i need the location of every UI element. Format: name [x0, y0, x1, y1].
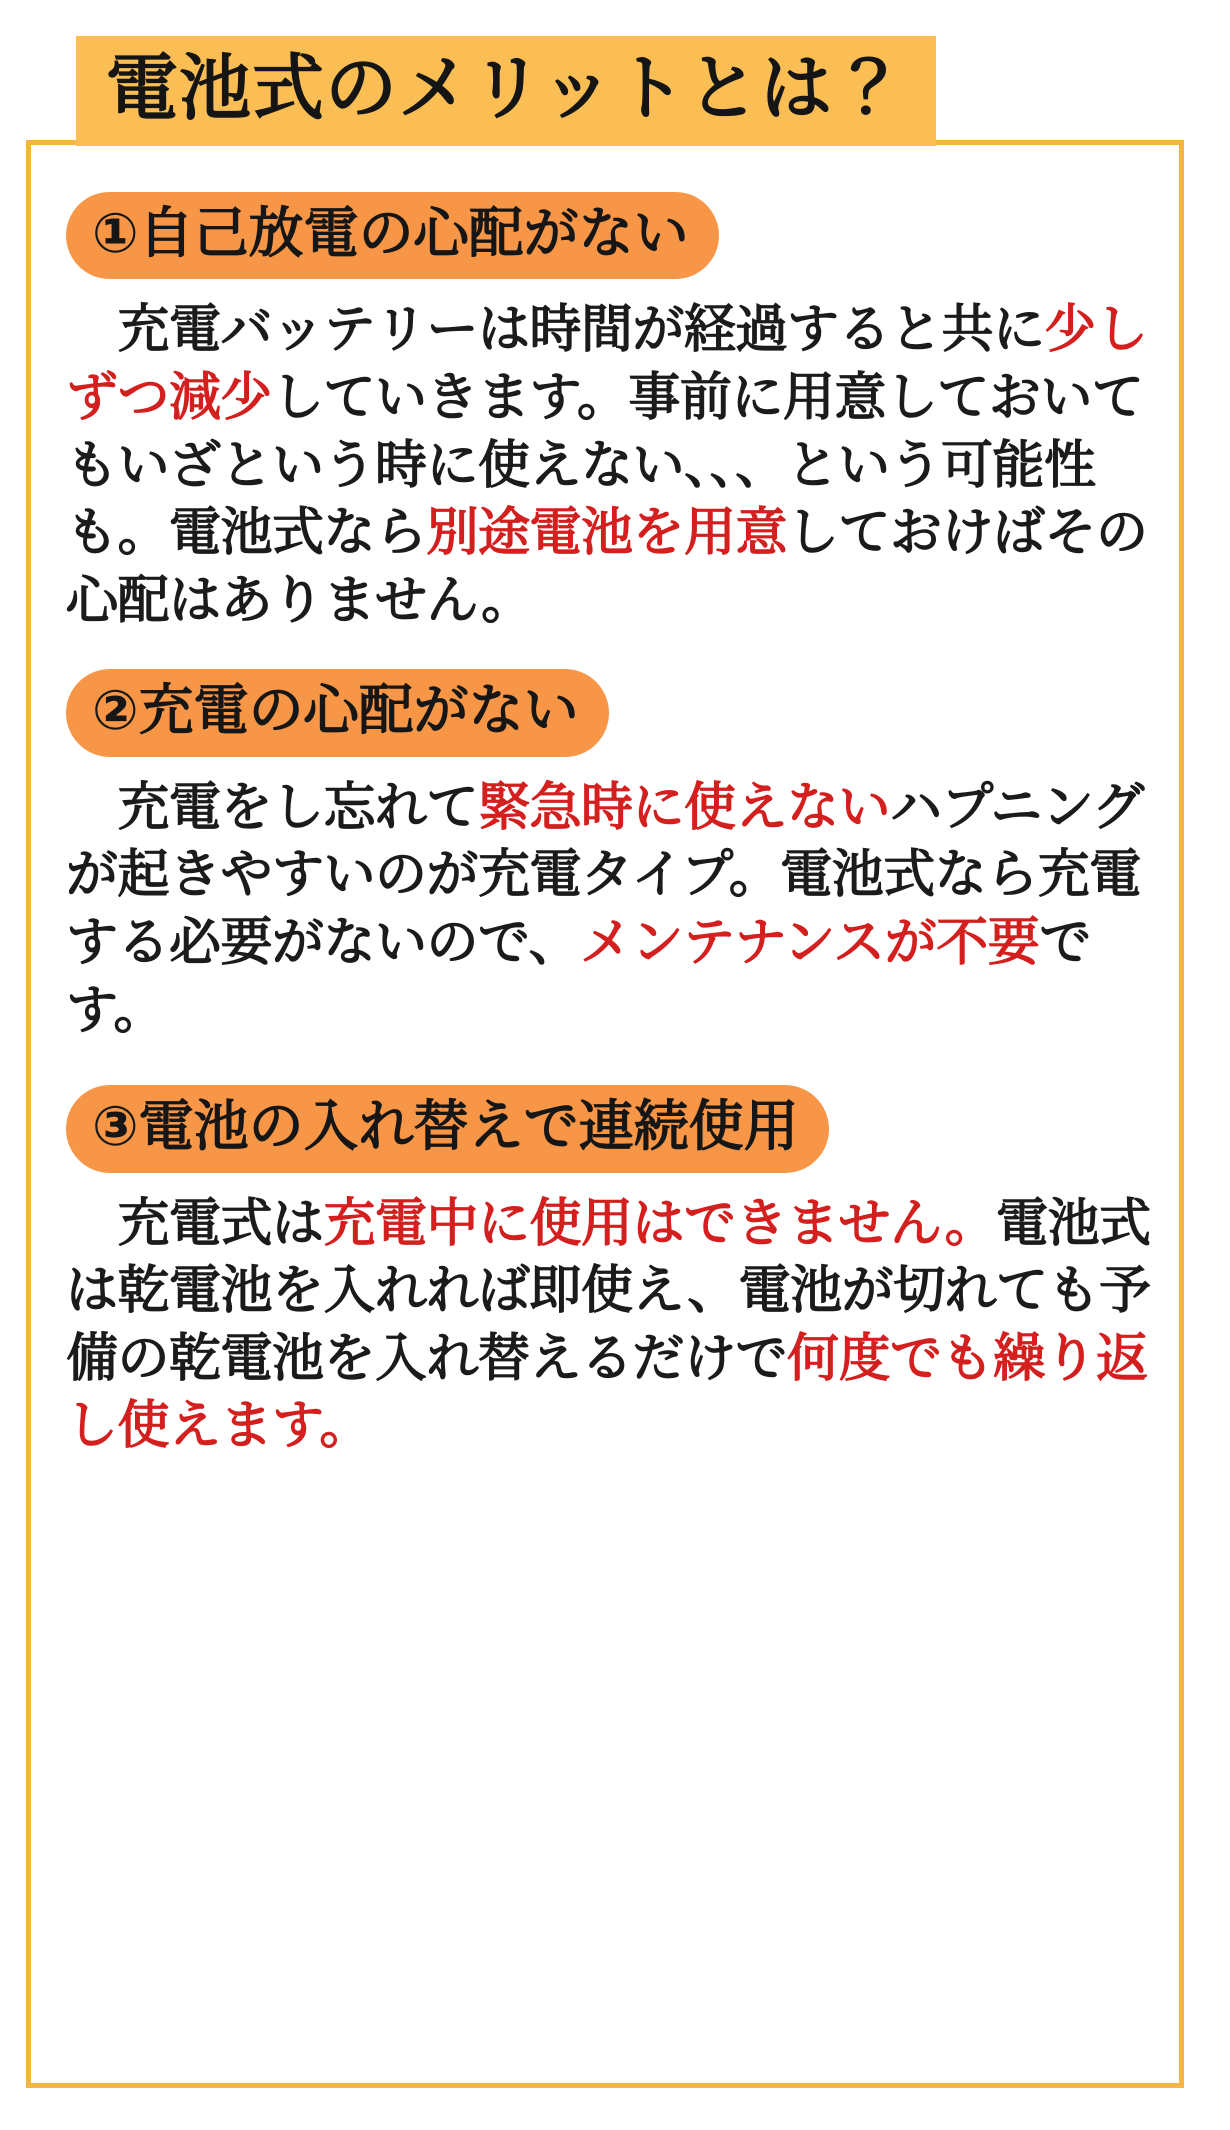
text-run: 充電式は — [66, 1193, 324, 1254]
section-2-body — [66, 775, 1170, 1045]
highlight-run: 少しずつ減少 — [66, 300, 1148, 428]
highlight-run: 緊急時に使えない — [478, 777, 891, 838]
section-3-body — [66, 1191, 1170, 1461]
text-run: 電池式は乾電池を入れれば即使え、電池が切れても予備の乾電池を入れ替えるだけで — [66, 1193, 1151, 1389]
section-1-body — [66, 297, 1170, 635]
section-1 — [52, 192, 1178, 635]
section-3-heading: ③電池の入れ替えで連続使用 — [66, 1085, 829, 1172]
text-run: していきます。事前に用意しておいてもいざという時に使えない、、、という可能性も。電池式なら — [66, 367, 1144, 564]
section-2 — [52, 669, 1178, 1045]
text-run: 充電バッテリーは時間が経過すると共に — [66, 300, 1045, 361]
page-title-band — [76, 36, 936, 146]
highlight-run: 充電中に使用はできません。 — [323, 1193, 997, 1254]
text-run: です。 — [66, 912, 1091, 1041]
highlight-run: メンテナンスが不要 — [579, 912, 1040, 973]
section-3 — [52, 1085, 1178, 1461]
text-run: 充電をし忘れて — [66, 777, 479, 838]
page-title: 電池式のメリットとは？ — [106, 46, 907, 130]
section-2-heading: ②充電の心配がない — [66, 669, 609, 756]
text-run: ハプニングが起きやすいのが充電タイプ。電池式なら充電する必要がないので、 — [66, 777, 1144, 973]
highlight-run: 別途電池を用意 — [426, 503, 788, 564]
text-run: しておけばその心配はありません。 — [66, 503, 1148, 631]
highlight-run: 何度でも繰り返し使えます。 — [66, 1328, 1148, 1457]
section-1-heading: ①自己放電の心配がない — [66, 192, 719, 279]
